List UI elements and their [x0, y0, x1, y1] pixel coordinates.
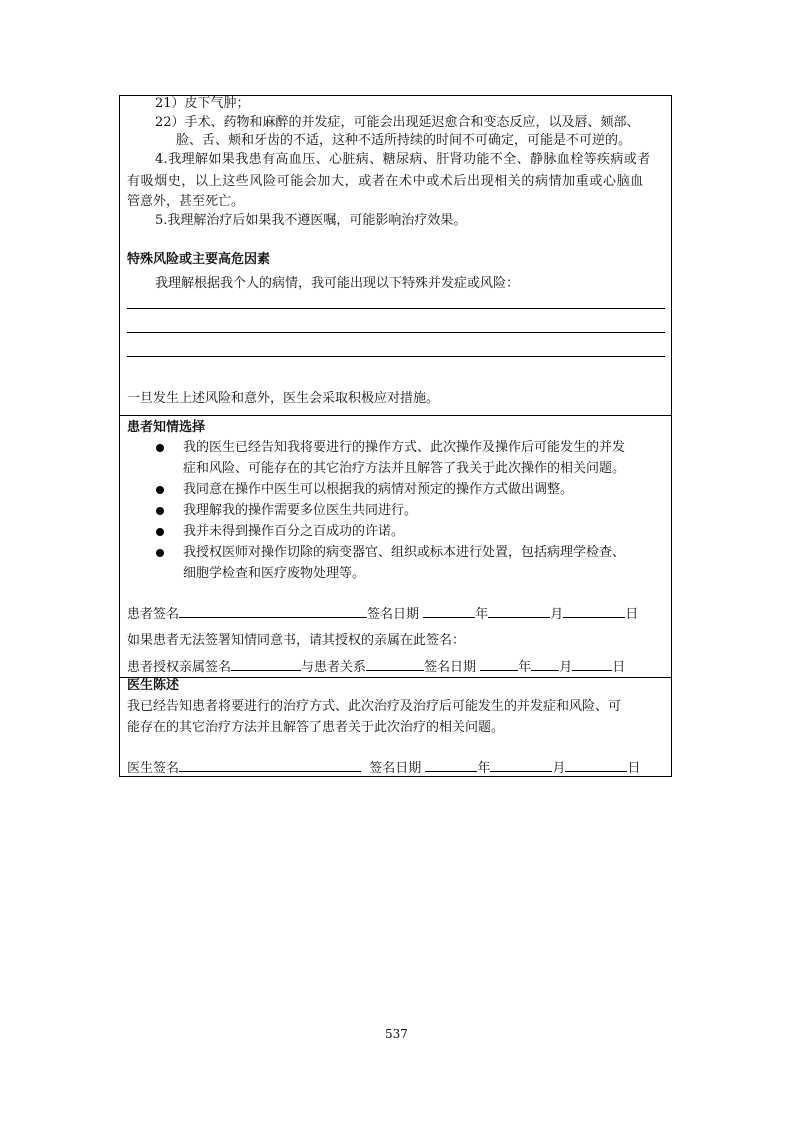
patient-sign-label: 患者签名 — [127, 607, 180, 622]
month-field[interactable] — [488, 604, 550, 618]
patient-choice-item-cont: 细胞学检查和医疗废物处理等。 — [183, 566, 366, 581]
patient-choice-item: 我同意在操作中医生可以根据我的病情对预定的操作方式做出调整。 — [183, 482, 574, 497]
risk-item-22: 22）手术、药物和麻醉的并发症，可能会出现延迟愈合和变态反应，以及唇、颏部、 — [155, 115, 640, 130]
doctor-statement-text: 我已经告知患者将要进行的治疗方式、此次治疗及治疗后可能发生的并发症和风险、可 — [127, 699, 622, 714]
bullet-icon — [156, 549, 164, 557]
blank-line[interactable] — [127, 308, 665, 309]
paragraph-4-end: 管意外，甚至死亡。 — [127, 194, 245, 209]
proxy-signature-row — [127, 657, 625, 675]
doctor-signature-row — [127, 758, 640, 776]
patient-choice-heading: 患者知情选择 — [127, 420, 206, 435]
year-field[interactable] — [423, 604, 475, 618]
patient-choice-item: 我理解我的操作需要多位医生共同进行。 — [183, 503, 418, 518]
year-field[interactable] — [480, 657, 518, 671]
year-label: 年 — [477, 761, 491, 776]
date-label: 签名日期 — [424, 660, 477, 675]
relation-label: 与患者关系 — [301, 660, 367, 675]
blank-line[interactable] — [127, 356, 665, 357]
year-label: 年 — [518, 660, 532, 675]
patient-signature-row — [127, 604, 638, 622]
patient-choice-item-cont: 症和风险、可能存在的其它治疗方法并且解答了我关于此次操作的相关问题。 — [183, 461, 626, 476]
doctor-sign-label: 医生签名 — [127, 761, 180, 776]
bullet-icon — [156, 507, 164, 515]
month-field[interactable] — [531, 657, 559, 671]
section-divider — [119, 415, 672, 416]
bullet-icon — [156, 528, 164, 536]
patient-choice-item: 我并未得到操作百分之百成功的许诺。 — [183, 524, 405, 539]
risk-item-22-cont: 脸、舌、颊和牙齿的不适，这种不适所持续的时间不可确定，可能是不可逆的。 — [176, 133, 632, 148]
paragraph-5: 5.我理解治疗后如果我不遵医嘱，可能影响治疗效果。 — [155, 213, 467, 228]
patient-signature-field[interactable] — [179, 604, 367, 618]
day-field[interactable] — [563, 604, 625, 618]
doctor-statement-heading: 医生陈述 — [127, 678, 180, 693]
special-risk-heading: 特殊风险或主要高危因素 — [127, 252, 271, 267]
day-label: 日 — [627, 761, 641, 776]
patient-choice-item: 我的医生已经告知我将要进行的操作方式、此次操作及操作后可能发生的并发 — [183, 440, 626, 455]
section-divider — [119, 677, 672, 678]
blank-line[interactable] — [127, 332, 665, 333]
doctor-signature-field[interactable] — [179, 758, 361, 772]
year-label: 年 — [475, 607, 489, 622]
risk-item-21: 21）皮下气肿； — [155, 96, 250, 111]
bullet-icon — [156, 444, 164, 452]
month-label: 月 — [552, 761, 566, 776]
month-label: 月 — [559, 660, 573, 675]
paragraph-4: 4.我理解如果我患有高血压、心脏病、糖尿病、肝肾功能不全、静脉血栓等疾病或者 — [155, 152, 651, 167]
patient-choice-item: 我授权医师对操作切除的病变器官、组织或标本进行处置，包括病理学检查、 — [183, 545, 626, 560]
relation-field[interactable] — [366, 657, 424, 671]
month-field[interactable] — [490, 758, 552, 772]
proxy-note: 如果患者无法签署知情同意书，请其授权的亲属在此签名： — [127, 633, 466, 648]
month-label: 月 — [550, 607, 564, 622]
special-risk-closing: 一旦发生上述风险和意外，医生会采取积极应对措施。 — [127, 391, 440, 406]
day-label: 日 — [625, 607, 639, 622]
proxy-sign-label: 患者授权亲属签名 — [127, 660, 232, 675]
page-number: 537 — [385, 1027, 408, 1041]
day-field[interactable] — [572, 657, 612, 671]
doctor-statement-text-cont: 能存在的其它治疗方法并且解答了患者关于此次治疗的相关问题。 — [127, 720, 505, 735]
year-field[interactable] — [425, 758, 477, 772]
date-label: 签名日期 — [369, 761, 422, 776]
day-label: 日 — [612, 660, 626, 675]
special-risk-intro: 我理解根据我个人的病情，我可能出现以下特殊并发症或风险： — [155, 276, 520, 291]
paragraph-4-cont: 有吸烟史，以上这些风险可能会加大，或者在术中或术后出现相关的病情加重或心脑血 — [127, 174, 644, 189]
date-label: 签名日期 — [367, 607, 420, 622]
day-field[interactable] — [565, 758, 627, 772]
bullet-icon — [156, 486, 164, 494]
proxy-signature-field[interactable] — [231, 657, 301, 671]
